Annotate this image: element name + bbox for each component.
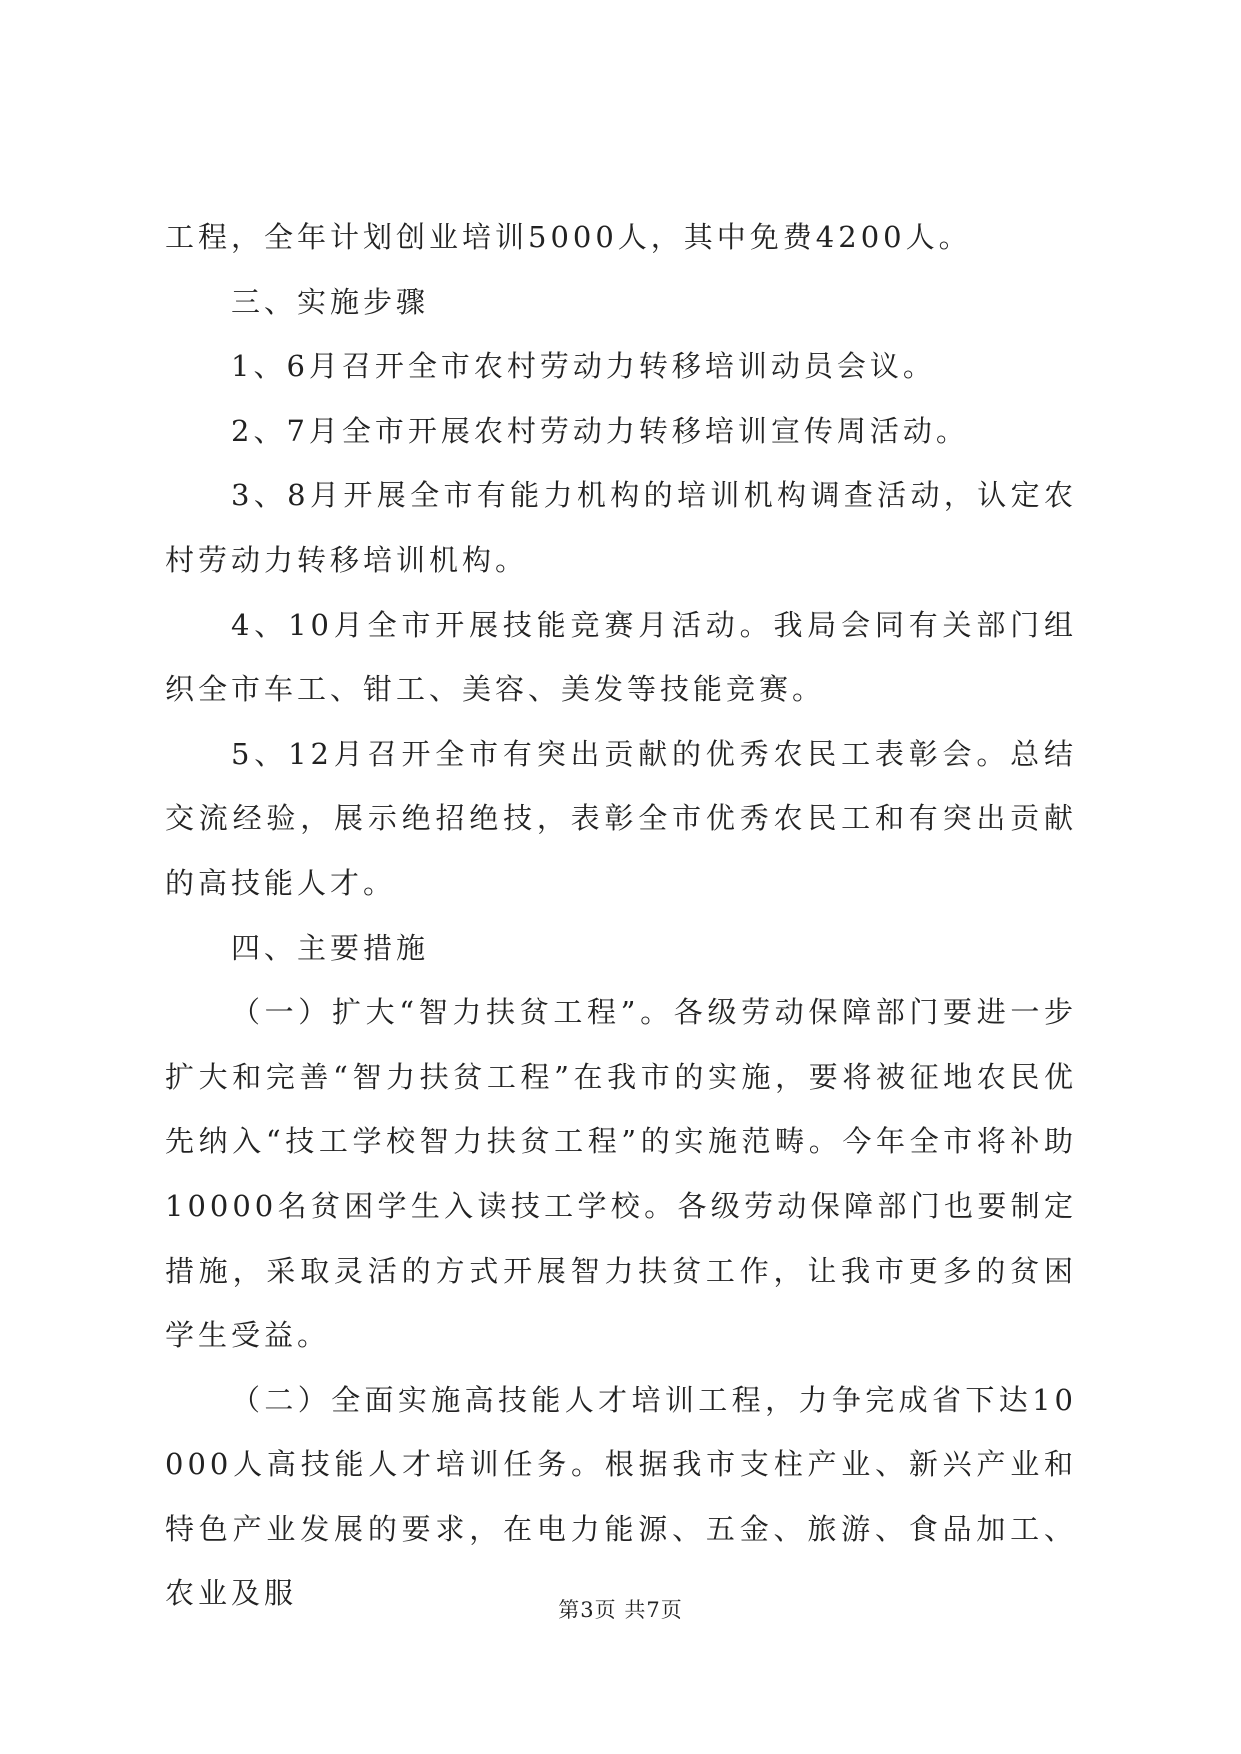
measure-item-1: （一）扩大“智力扶贫工程”。各级劳动保障部门要进一步扩大和完善“智力扶贫工程”在我市的实施，要将被征地农民优先纳入“技工学校智力扶贫工程”的实施范畴。今年全市将补助10000名贫困学生入读技工学校。各级劳动保障部门也要制定措施，采取灵活的方式开展智力扶贫工作，让我市更多的贫困学生受益。 <box>165 995 1077 1353</box>
page-footer: 第3页 共7页 <box>558 1598 683 1622</box>
section-heading-implementation-steps: 三、实施步骤 <box>231 284 430 319</box>
section-heading-main-measures: 四、主要措施 <box>231 930 430 965</box>
step-item-1: 1、6月召开全市农村劳动力转移培训动员会议。 <box>231 349 936 384</box>
step-item-5: 5、12月召开全市有突出贡献的优秀农民工表彰会。总结交流经验，展示绝招绝技，表彰全市优秀农民工和有突出贡献的高技能人才。 <box>165 736 1077 900</box>
document-body <box>165 205 1077 1626</box>
measure-item-2: （二）全面实施高技能人才培训工程，力争完成省下达10000人高技能人才培训任务。根据我市支柱产业、新兴产业和特色产业发展的要求，在电力能源、五金、旅游、食品加工、农业及服 <box>165 1382 1077 1611</box>
step-item-2: 2、7月全市开展农村劳动力转移培训宣传周活动。 <box>231 413 969 448</box>
step-item-3: 3、8月开展全市有能力机构的培训机构调查活动，认定农村劳动力转移培训机构。 <box>165 478 1077 577</box>
step-item-4: 4、10月全市开展技能竞赛月活动。我局会同有关部门组织全市车工、钳工、美容、美发等技能竞赛。 <box>165 607 1077 707</box>
paragraph-1: 工程，全年计划创业培训5000人，其中免费4200人。 <box>165 220 972 254</box>
